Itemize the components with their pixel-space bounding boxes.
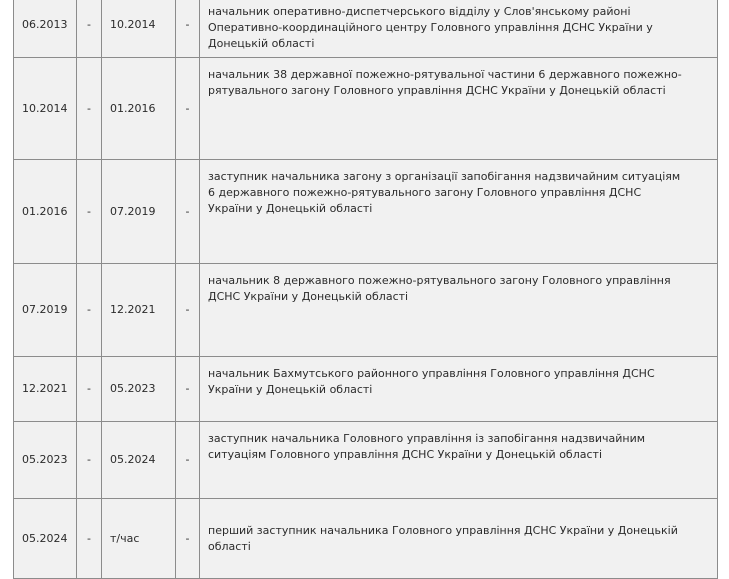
date-to: 07.2019 [102,160,176,264]
date-to: 01.2016 [102,58,176,160]
row-separator: - [176,160,200,264]
table-row [14,264,718,357]
table-row [14,0,718,58]
position-text: начальник 38 державної пожежно-рятувальної частини 6 державного пожежно-рятувального загону Головного управління ДСНС України у Донецькій області [200,58,718,160]
position-text: заступник начальника Головного управління із запобігання надзвичайним ситуаціям Головного управління ДСНС України у Донецькій області [200,422,718,499]
date-to: 05.2023 [102,357,176,422]
position-text: перший заступник начальника Головного управління ДСНС України у Донецькій області [200,499,718,579]
date-to: 10.2014 [102,0,176,58]
position-text: начальник оперативно-диспетчерського відділу у Слов'янському районі Оперативно-координаційного центру Головного управління ДСНС України у Донецькій області [200,0,718,58]
table-row [14,422,718,499]
position-text: заступник начальника загону з організації запобігання надзвичайним ситуаціям 6 державного пожежно-рятувального загону Головного управління ДСНС України у Донецькій області [200,160,718,264]
table-row [14,160,718,264]
row-separator: - [176,499,200,579]
date-separator: - [77,499,102,579]
date-from: 12.2021 [14,357,77,422]
row-separator: - [176,422,200,499]
career-table [13,0,718,579]
date-to: т/час [102,499,176,579]
position-text: начальник 8 державного пожежно-рятувального загону Головного управління ДСНС України у Донецькій області [200,264,718,357]
table-row [14,58,718,160]
date-to: 12.2021 [102,264,176,357]
row-separator: - [176,58,200,160]
date-separator: - [77,264,102,357]
row-separator: - [176,0,200,58]
row-separator: - [176,264,200,357]
date-separator: - [77,58,102,160]
table-row [14,357,718,422]
date-separator: - [77,160,102,264]
date-from: 05.2023 [14,422,77,499]
date-from: 06.2013 [14,0,77,58]
date-separator: - [77,357,102,422]
date-separator: - [77,422,102,499]
date-from: 10.2014 [14,58,77,160]
position-text: начальник Бахмутського районного управління Головного управління ДСНС України у Донецькій області [200,357,718,422]
date-separator: - [77,0,102,58]
date-from: 05.2024 [14,499,77,579]
date-from: 01.2016 [14,160,77,264]
date-to: 05.2024 [102,422,176,499]
table-row [14,499,718,579]
date-from: 07.2019 [14,264,77,357]
row-separator: - [176,357,200,422]
